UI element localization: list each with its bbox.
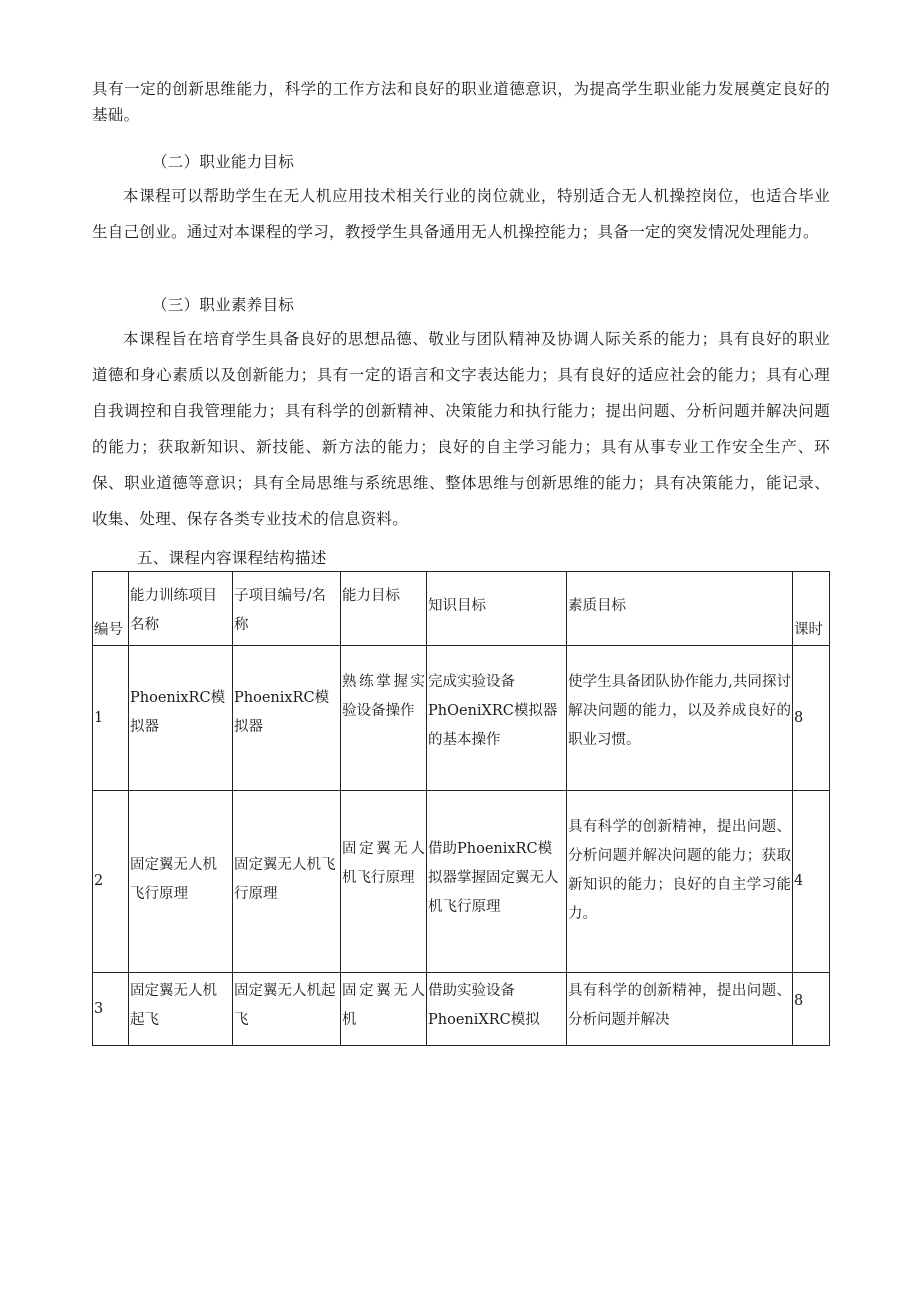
table-row xyxy=(93,791,830,973)
table-cell: 4 xyxy=(793,791,830,973)
table-cell: 具有科学的创新精神，提出问题、分析问题并解决问题的能力；获取新知识的能力；良好的自主学习能力。 xyxy=(567,791,793,973)
table-cell: 8 xyxy=(793,973,830,1046)
table-cell: 2 xyxy=(93,791,129,973)
table-cell: 3 xyxy=(93,973,129,1046)
table-cell: PhoenixRC模拟器 xyxy=(129,646,233,791)
table-header-row xyxy=(93,572,830,646)
table-cell: 固定翼无人机飞行原理 xyxy=(341,791,427,973)
table-cell: 使学生具备团队协作能力,共同探讨解决问题的能力，以及养成良好的职业习惯。 xyxy=(567,646,793,791)
table-header-cell: 能力训练项目名称 xyxy=(129,572,233,646)
table-cell: 固定翼无人机飞行原理 xyxy=(129,791,233,973)
heading-vocational-ability: （二）职业能力目标 xyxy=(152,153,295,171)
table-cell: 借助实验设备PhoeniXRC模拟 xyxy=(427,973,567,1046)
table-cell: 固定翼无人机 xyxy=(341,973,427,1046)
table-row xyxy=(93,973,830,1046)
table-header-cell: 编号 xyxy=(93,572,129,646)
table-header-cell: 子项目编号/名称 xyxy=(233,572,341,646)
paragraph-vocational-literacy: 本课程旨在培育学生具备良好的思想品德、敬业与团队精神及协调人际关系的能力；具有良好的职业道德和身心素质以及创新能力；具有一定的语言和文字表达能力；具有良好的适应社会的能力；具有心理自我调控和自我管理能力；具有科学的创新精神、决策能力和执行能力；提出问题、分析问题并解决问题的能力；获取新知识、新技能、新方法的能力；良好的自主学习能力；具有从事专业工作安全生产、环保、职业道德等意识；具有全局思维与系统思维、整体思维与创新思维的能力；具有决策能力，能记录、收集、处理、保存各类专业技术的信息资料。 xyxy=(92,330,830,528)
table-row xyxy=(93,646,830,791)
table-cell: 固定翼无人机起飞 xyxy=(233,973,341,1046)
table-header-cell: 能力目标 xyxy=(341,572,427,646)
table-cell: 完成实验设备PhOeniXRC模拟器的基本操作 xyxy=(427,646,567,791)
table-header-cell: 知识目标 xyxy=(427,572,567,646)
heading-course-content: 五、课程内容课程结构描述 xyxy=(137,549,327,567)
table-cell: 熟练掌握实验设备操作 xyxy=(341,646,427,791)
paragraph-vocational-ability: 本课程可以帮助学生在无人机应用技术相关行业的岗位就业，特别适合无人机操控岗位，也适合毕业生自己创业。通过对本课程的学习，教授学生具备通用无人机操控能力；具备一定的突发情况处理能力。 xyxy=(92,187,830,241)
heading-vocational-literacy: （三）职业素养目标 xyxy=(152,296,295,314)
table-header-cell: 课时 xyxy=(793,572,830,646)
table-cell: PhoenixRC模拟器 xyxy=(233,646,341,791)
paragraph-intro: 具有一定的创新思维能力，科学的工作方法和良好的职业道德意识，为提高学生职业能力发展奠定良好的基础。 xyxy=(92,80,830,124)
course-structure-table xyxy=(92,571,830,1046)
table-cell: 1 xyxy=(93,646,129,791)
table-cell: 固定翼无人机起飞 xyxy=(129,973,233,1046)
table-cell: 固定翼无人机飞行原理 xyxy=(233,791,341,973)
table-cell: 借助PhoenixRC模拟器掌握固定翼无人机飞行原理 xyxy=(427,791,567,973)
table-cell: 具有科学的创新精神，提出问题、分析问题并解决 xyxy=(567,973,793,1046)
table-cell: 8 xyxy=(793,646,830,791)
table-header-cell: 素质目标 xyxy=(567,572,793,646)
